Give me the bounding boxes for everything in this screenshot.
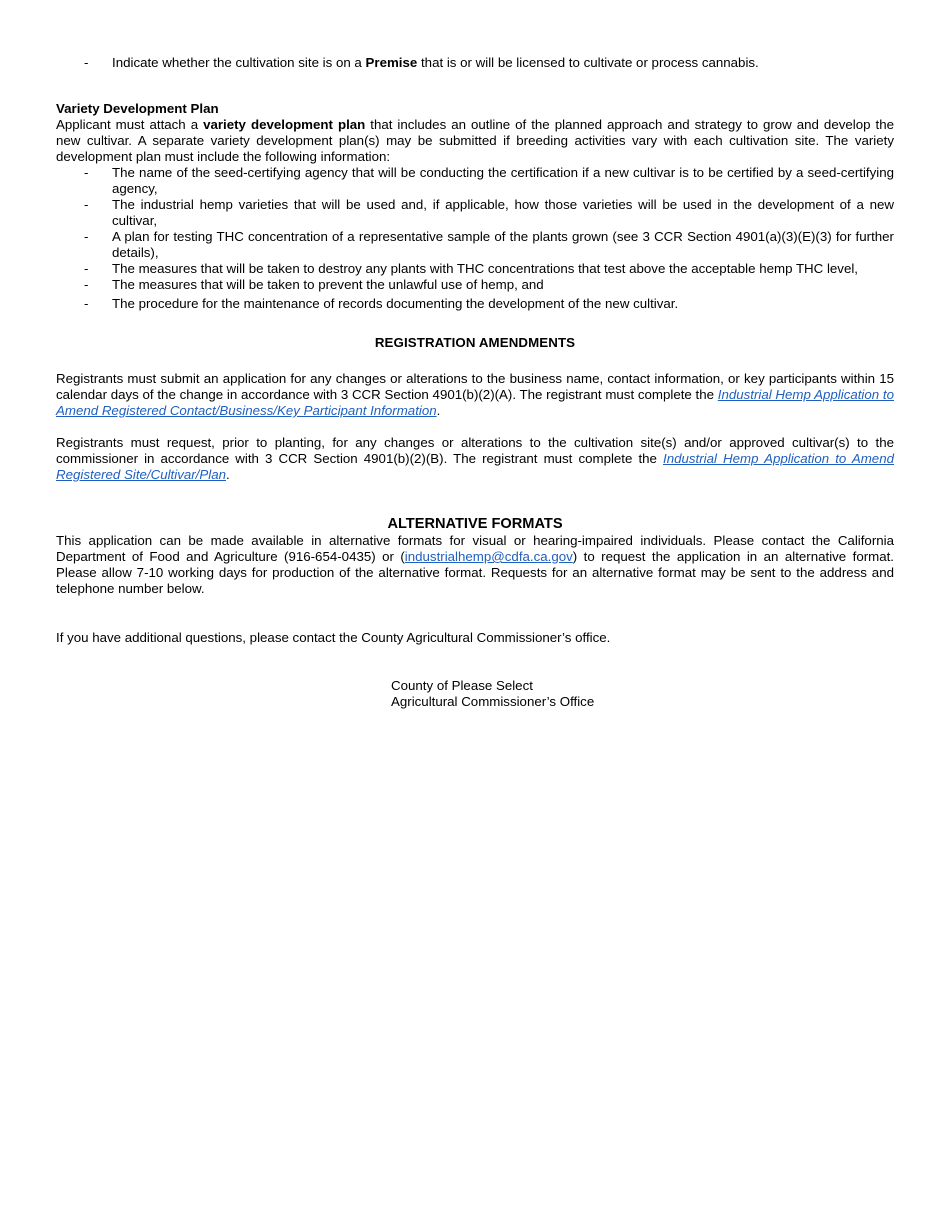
premise-bullet	[56, 55, 894, 71]
questions-paragraph: If you have additional questions, please contact the County Agricultural Commissioner’s office.	[56, 630, 611, 645]
list-item	[56, 261, 894, 277]
variety-section	[56, 101, 894, 312]
list-item-text: A plan for testing THC concentration of a representative sample of the plants grown (see 3 CCR Section 4901(a)(3)(E)(3) for further details),	[112, 229, 894, 260]
amendments-p1-end: .	[436, 403, 441, 418]
county-name: County of Please Select	[391, 678, 533, 693]
list-item-text: The procedure for the maintenance of records documenting the development of the new cultivar.	[112, 296, 679, 311]
bullet-dash: -	[84, 277, 89, 292]
premise-bullet-list	[56, 55, 894, 71]
commissioner-office: Agricultural Commissioner’s Office	[391, 694, 595, 709]
list-item	[56, 197, 894, 229]
alternative-formats-heading: ALTERNATIVE FORMATS	[387, 516, 563, 532]
bullet-dash: -	[84, 165, 89, 180]
variety-heading: Variety Development Plan	[56, 101, 219, 116]
list-item	[56, 229, 894, 261]
bullet-dash: -	[84, 261, 89, 276]
amendments-p1-text: Registrants must submit an application for any changes or alterations to the business name, contact information, or key participants within 15 calendar days of the change in accordance with 3 CCR Section 4901(b)(2)(A). The registrant must complete the	[56, 371, 894, 402]
alternative-formats-paragraph	[56, 533, 894, 597]
variety-intro-start: Applicant must attach a	[56, 117, 204, 132]
variety-intro	[56, 117, 894, 165]
premise-bold-term: Premise	[365, 55, 418, 70]
list-item-text: The industrial hemp varieties that will be used and, if applicable, how those varieties will be used in the development of a new cultivar,	[112, 197, 894, 228]
bullet-dash: -	[84, 229, 89, 244]
list-item-text: The name of the seed-certifying agency that will be conducting the certification if a new cultivar is to be certified by a seed-certifying agency,	[112, 165, 894, 196]
amend-site-cultivar-link[interactable]: Industrial Hemp Application to Amend Registered Site/Cultivar/Plan	[56, 451, 894, 482]
signature-block	[56, 678, 894, 710]
amendments-paragraph-2	[56, 435, 894, 483]
amendments-p2-end: .	[225, 467, 230, 482]
amendments-p2-text: Registrants must request, prior to planting, for any changes or alterations to the cultivation site(s) and/or approved cultivar(s) to the commissioner in accordance with 3 CCR Section 4901(b)(2)(B). The registrant must complete the	[56, 435, 894, 466]
premise-text-start: Indicate whether the cultivation site is on a	[112, 55, 366, 70]
variety-intro-end: that includes an outline of the planned approach and strategy to grow and develop the new cultivar. A separate variety development plan(s) may be submitted if breeding activities vary with each cultivation site. The variety development plan must include the following information:	[56, 117, 894, 164]
list-item-text: The measures that will be taken to destroy any plants with THC concentrations that test above the acceptable hemp THC level,	[112, 261, 859, 276]
variety-intro-bold: variety development plan	[203, 117, 366, 132]
list-item	[56, 277, 894, 293]
alternative-text-end: ) to request the application in an alternative format. Please allow 7-10 working days for production of the alternative format. Requests for an alternative format may be sent to the address and telephone number below.	[56, 549, 894, 596]
amend-contact-business-link[interactable]: Industrial Hemp Application to Amend Registered Contact/Business/Key Participant Information	[56, 387, 894, 418]
bullet-dash: -	[84, 296, 89, 311]
bullet-dash: -	[84, 197, 89, 212]
list-item	[56, 165, 894, 197]
variety-requirements-list	[56, 165, 894, 312]
list-item	[56, 296, 894, 312]
amendments-paragraph-1	[56, 371, 894, 419]
list-item-text: The measures that will be taken to prevent the unlawful use of hemp, and	[112, 277, 544, 292]
cdfa-email-link[interactable]: industrialhemp@cdfa.ca.gov	[404, 549, 573, 564]
bullet-dash: -	[84, 55, 89, 70]
registration-amendments-heading: REGISTRATION AMENDMENTS	[374, 335, 576, 350]
premise-text-end: that is or will be licensed to cultivate or process cannabis.	[417, 55, 759, 70]
alternative-text-start: This application can be made available in alternative formats for visual or hearing-impaired individuals. Please contact the California Department of Food and Agriculture (916-654-0435) or (	[56, 533, 894, 564]
